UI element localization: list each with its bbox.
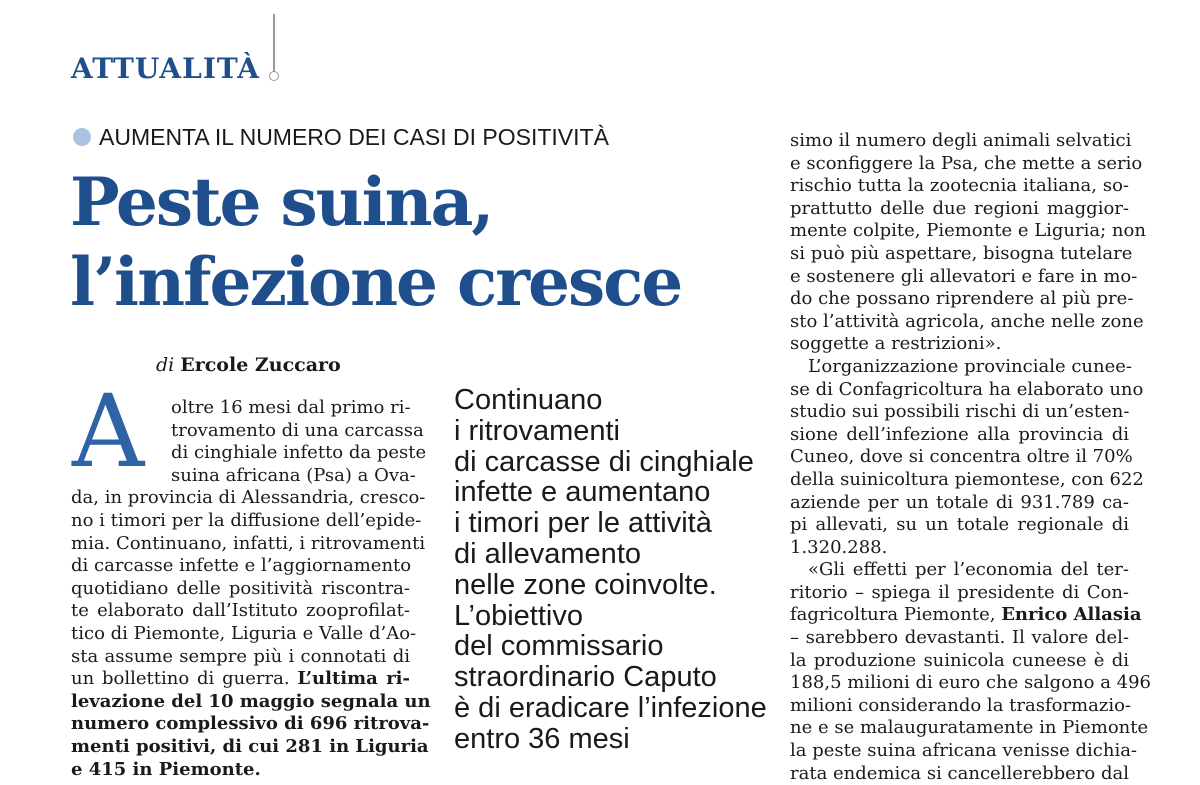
text-span: studio sui possibili rischi di un’esten- (790, 401, 1130, 423)
kicker: AUMENTA IL NUMERO DEI CASI DI POSITIVITÀ (99, 124, 609, 150)
text-line (790, 446, 1133, 469)
pull-quote-line: Continuano (454, 384, 603, 416)
text-span: ritorio – spiega il presidente di Con- (790, 581, 1129, 603)
text-line (71, 713, 430, 736)
text-line (790, 582, 1129, 605)
text-line (790, 265, 1138, 289)
byline-prefix: di (156, 354, 175, 376)
text-span: 188,5 milioni di euro che salgono a 496 (790, 672, 1152, 694)
pull-quote-line: di carcasse di cinghiale (454, 445, 754, 478)
text-line (790, 152, 1143, 176)
text-line (71, 509, 422, 533)
text-line (790, 694, 1132, 718)
kicker-bullet-icon (73, 128, 91, 146)
text-span: te elaborato dall’Istituto zooprofilat- (71, 600, 410, 622)
pull-quote-line: L’obiettivo (454, 599, 583, 632)
text-line (71, 668, 410, 691)
text-span: mente colpite, Piemonte e Liguria; non (790, 220, 1146, 242)
text-span: 1.320.288. (790, 536, 888, 558)
text-line (790, 537, 1129, 560)
text-line (71, 646, 410, 669)
text-line (790, 514, 1129, 537)
text-line (71, 487, 426, 510)
pull-quote-line: nelle zone coinvolte. (454, 568, 717, 601)
section-divider-dot (269, 71, 279, 81)
text-span: si può più aspettare, bisogna tutelare (790, 242, 1133, 264)
text-span: sto l’attività agricola, anche nelle zone (790, 310, 1144, 332)
drop-cap: A (72, 373, 145, 490)
text-span: mia. Continuano, infatti, i ritrovamenti (71, 532, 426, 554)
pull-quote (454, 385, 767, 755)
text-line (790, 175, 1129, 198)
text-span: Cuneo, dove si concentra oltre il 70% (790, 446, 1133, 468)
text-span: rischio tutta la zootecnia italiana, so- (790, 175, 1129, 197)
pull-quote-line: è di eradicare l’infezione (454, 691, 767, 724)
text-span: pi allevati, su un totale regionale di (790, 514, 1129, 536)
text-line (790, 604, 1142, 627)
text-line (790, 650, 1129, 673)
text-line (71, 735, 429, 759)
text-line (71, 578, 410, 601)
text-line (71, 419, 424, 443)
text-line (71, 464, 416, 488)
text-line (790, 763, 1129, 785)
text-line (71, 555, 410, 578)
text-span: quotidiano delle positività riscontra- (71, 577, 410, 599)
pull-quote-line: i ritrovamenti (454, 414, 620, 447)
text-line (71, 532, 426, 556)
text-line (71, 442, 427, 465)
text-span: L’organizzazione provinciale cunee- (808, 355, 1132, 377)
text-line (790, 378, 1144, 402)
text-span: da, in provincia di Alessandria, cresco- (71, 487, 426, 509)
text-line (790, 401, 1129, 424)
text-line (790, 333, 1129, 356)
text-span: se di Confagricoltura ha elaborato uno (790, 378, 1144, 400)
text-span: suina africana (Psa) a Ova- (171, 464, 416, 486)
text-span: la peste suina africana venisse dichia- (790, 740, 1138, 762)
bold-text-span: menti positivi, di cui 281 in Liguria (71, 735, 429, 757)
text-span: un bollettino di guerra. (71, 668, 290, 690)
pull-quote-line: entro 36 mesi (454, 722, 630, 755)
text-line (790, 130, 1132, 153)
pull-quote-line: del commissario (454, 630, 664, 663)
pull-quote-line: straordinario Caputo (454, 661, 717, 694)
pull-quote-line: infette e aumentano (454, 476, 711, 509)
text-line (790, 717, 1149, 740)
text-span: «Gli effetti per l’economia del ter- (808, 559, 1129, 581)
text-span: aziende per un totale di 931.789 ca- (790, 491, 1129, 513)
text-span: simo il numero degli animali selvatici (790, 130, 1132, 151)
byline-author: Ercole Zuccaro (180, 354, 341, 376)
text-line (790, 242, 1133, 266)
headline-line: Peste suina, (70, 163, 493, 241)
text-span: di cinghiale infetto da peste (171, 442, 427, 464)
text-span: no i timori per la diffusione dell’epide- (71, 509, 422, 531)
text-span: rata endemica si cancellerebbero dal (790, 762, 1129, 784)
text-line (790, 740, 1138, 763)
text-line (790, 468, 1144, 492)
text-span: milioni considerando la trasformazio- (790, 694, 1132, 716)
headline (70, 162, 681, 322)
bold-text-span: e 415 in Piemonte. (71, 758, 261, 780)
bold-text-span: L’ultima ri- (297, 668, 410, 690)
text-line (71, 397, 410, 420)
bold-text-span: Enrico Allasia (1001, 604, 1142, 626)
text-span: della suinicoltura piemontese, con 622 (790, 468, 1144, 490)
text-line (71, 600, 410, 623)
section-label: ATTUALITÀ (71, 52, 260, 85)
section-divider (273, 14, 275, 76)
text-span: e sconfiggere la Psa, che mette a serio (790, 152, 1143, 174)
text-line (790, 355, 1132, 379)
text-line (790, 310, 1144, 334)
text-span: trovamento di una carcassa (171, 419, 424, 441)
text-span: sta assume sempre più i connotati di (71, 645, 410, 667)
text-line (790, 220, 1146, 243)
text-span: tico di Piemonte, Liguria e Valle d’Ao- (71, 622, 417, 644)
text-line (790, 672, 1152, 695)
headline-line: l’infezione cresce (70, 243, 682, 321)
text-span: ne e se malauguratamente in Piemonte (790, 717, 1149, 739)
pull-quote-line: di allevamento (454, 537, 641, 570)
bold-text-span: levazione del 10 maggio segnala un (71, 690, 431, 712)
text-span: soggette a restrizioni». (790, 333, 1002, 355)
text-span: – sarebbero devastanti. Il valore del- (790, 627, 1129, 649)
text-line (71, 622, 417, 646)
text-line (790, 424, 1129, 447)
text-line (790, 198, 1129, 221)
text-line (790, 627, 1129, 650)
text-line (790, 559, 1129, 582)
text-span: di carcasse infette e l’aggiornamento (71, 555, 412, 577)
text-span: la produzione suinicola cuneese è di (790, 649, 1129, 671)
text-span: prattutto delle due regioni maggior- (790, 197, 1129, 219)
article-column-3 (790, 130, 1152, 785)
text-span: fagricoltura Piemonte, (790, 604, 996, 626)
bold-text-span: numero complessivo di 696 ritrova- (71, 713, 430, 735)
text-line (790, 288, 1134, 311)
text-line (71, 690, 431, 714)
text-line (790, 492, 1129, 515)
article-column-1 (71, 397, 431, 781)
text-span: sione dell’infezione alla provincia di (790, 423, 1129, 445)
text-span: do che possano riprendere al più pre- (790, 288, 1134, 310)
byline (156, 354, 341, 376)
text-span: oltre 16 mesi dal primo ri- (171, 397, 411, 418)
text-span: e sostenere gli allevatori e fare in mo- (790, 265, 1138, 287)
pull-quote-line: i timori per le attività (454, 507, 712, 540)
